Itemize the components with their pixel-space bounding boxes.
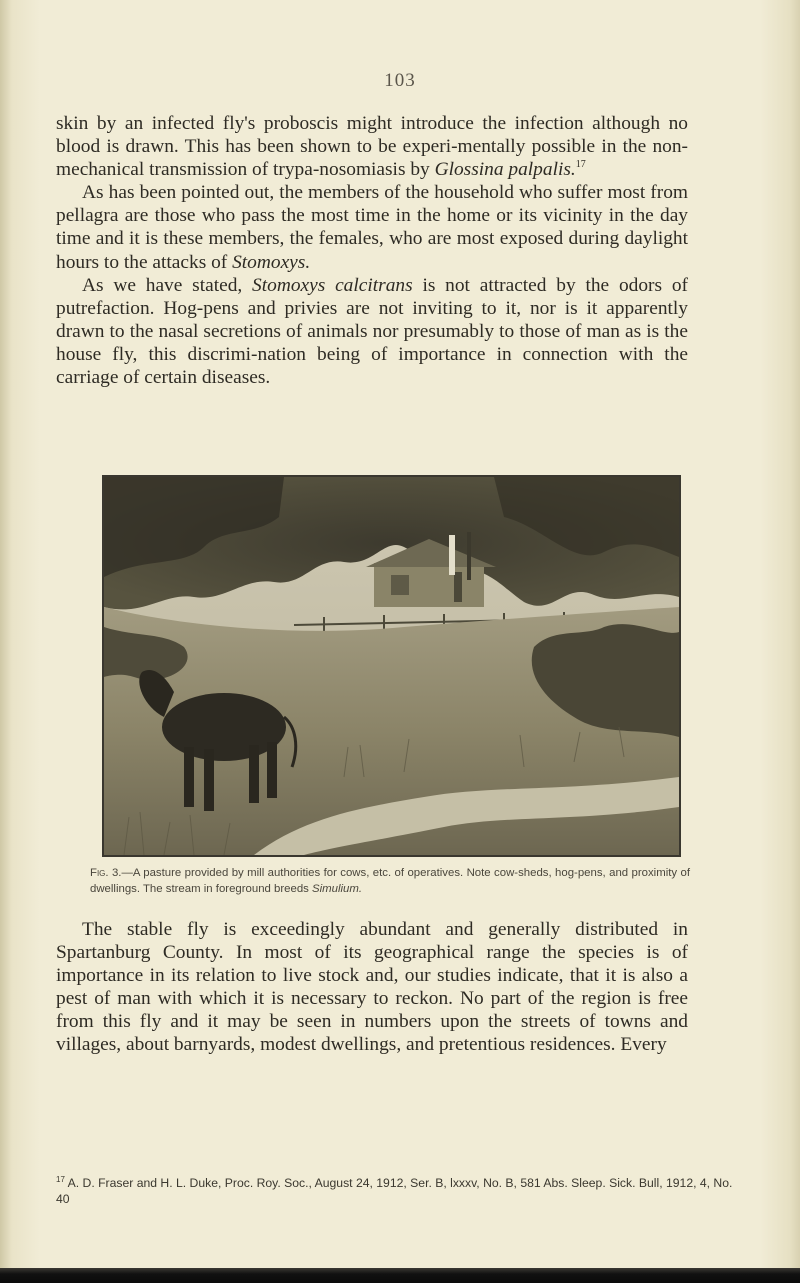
text-run: is not attracted by the odors of putrefaction. Hog-pens and privies are not inviting to it, nor is it apparently drawn to the nasal secretions of animals nor presumably to those of man as is the house fly, this discrimi-nation being of importance in connection with the carriage of certain diseases.	[56, 274, 689, 389]
footnote	[56, 1172, 736, 1207]
scan-bottom-edge	[0, 1268, 800, 1283]
italic-term: Glossina palpalis.	[434, 159, 576, 181]
paragraph	[56, 112, 688, 181]
italic-term: Stomoxys calcitrans	[252, 274, 413, 296]
italic-term: Simulium.	[312, 882, 363, 895]
chimney-post	[449, 535, 455, 575]
paragraph	[56, 274, 688, 389]
pasture-photo	[104, 477, 679, 855]
italic-term: Stomoxys.	[232, 251, 311, 273]
footnote-reference: 17	[575, 159, 586, 171]
paragraph	[56, 181, 688, 273]
text-run: As we have stated,	[82, 274, 253, 296]
text-run: As has been pointed out, the members of the household who suffer most from pellagra are those who pass the most time in the home or its vicinity in the day time and it is these members, the females, who are most exposed during daylight hours to the attacks of	[56, 182, 688, 273]
paragraph	[56, 918, 688, 1057]
figure-label: Fig. 3.	[90, 867, 122, 879]
page-number: 103	[384, 70, 416, 91]
text-run: skin by an infected fly's proboscis might introduce the infection although no blood is drawn. This has been shown to be experi-mentally possible in the non-mechanical transmission of trypa-nosomiasis by	[56, 113, 688, 181]
text-run: —A pasture provided by mill authorities for cows, etc. of operatives. Note cow-sheds, hog-pens, and proximity of dwellings. The stream in foreground breeds	[90, 867, 690, 895]
figure-caption	[90, 866, 690, 897]
footnote-marker: 17	[56, 1175, 65, 1184]
footnote-text: A. D. Fraser and H. L. Duke, Proc. Roy. Soc., August 24, 1912, Ser. B, lxxxv, No. B, 581 Abs. Sleep. Sick. Bull, 1912, 4, No. 40	[56, 1176, 733, 1206]
body-text-top	[56, 112, 688, 389]
text-run: The stable fly is exceedingly abundant and generally distributed in Spartanburg County. In most of its geographical range the species is of importance in its relation to live stock and, our studies indicate, that it is also a pest of man with which it is necessary to reckon. No part of the region is free from this fly and it may be seen in numbers upon the streets of towns and villages, about barnyards, modest dwellings, and pretentious residences. Every	[56, 919, 688, 1056]
body-text-bottom	[56, 918, 688, 1057]
figure-photograph	[102, 475, 681, 857]
